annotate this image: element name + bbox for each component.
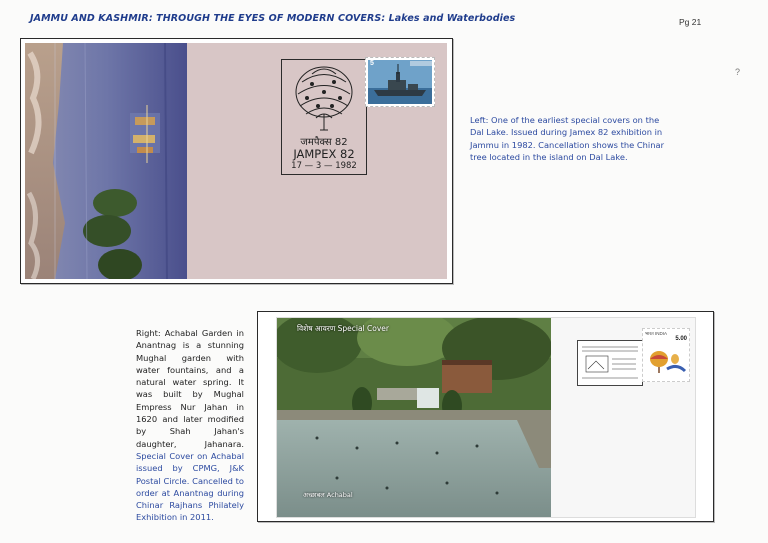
caption-right-text: Right: Achabal Garden in Anantnag is a stunning Mughal garden with water fountains, and a natural water spring. It was built by Mughal Empress Nur Jahan in 1620 and later modified by Shah Jahan's daughter, Jahanara. [136, 328, 244, 449]
caption-left: Left: One of the earliest special covers on the Dal Lake. Issued during Jamex 82 exhibition in Jammu in 1982. Cancellation shows the Chinar tree located in the island on Dal Lake. [470, 115, 664, 162]
header-subtitle: Lakes and Waterbodies [388, 13, 516, 24]
caption-right-blue-text: Special Cover on Achabal issued by CPMG, J&K Postal Circle. Cancelled to order at Anantnag during Chinar Rajhans Philately Exhibition in 2011. [136, 450, 244, 523]
cover-frame-achabal [257, 311, 714, 522]
achabal-cancellation [577, 340, 643, 386]
achabal-garden-photo [277, 318, 551, 517]
jampex-cover [25, 43, 447, 279]
caption-right [136, 327, 244, 524]
cover-frame-jampex [20, 38, 453, 284]
page-header [30, 13, 515, 24]
stamp2-country: भारत INDIA [645, 331, 667, 336]
jampex-cancellation [281, 59, 367, 175]
stamp2-value: 5.00 [675, 336, 687, 342]
warship-icon [368, 60, 432, 104]
dal-lake-photo [25, 43, 187, 279]
cancel-hindi-text: जमपैक्स 82 [300, 137, 348, 148]
stamp1-value: 5 [370, 60, 374, 67]
achabal-cover [276, 317, 696, 518]
achabal-photo-label: अच्छाबल Achabal [303, 491, 353, 499]
header-title: JAMMU AND KASHMIR: THROUGH THE EYES OF MODERN COVERS: [30, 13, 386, 24]
toy-stamp [642, 328, 690, 382]
page-number: Pg 21 [679, 17, 702, 27]
cancel-name-text: JAMPEX [293, 147, 337, 161]
cancel-date-text: 17 — 3 — 1982 [291, 161, 357, 171]
warship-stamp [365, 57, 435, 107]
cancel-name [282, 147, 366, 161]
rajhans-cancel-icon [578, 341, 642, 385]
pencil-mark: ? [735, 67, 741, 77]
cancel-year-text: 82 [340, 147, 355, 161]
chinar-tree-icon [282, 62, 366, 132]
special-cover-label: विशेष आवरण Special Cover [297, 324, 390, 333]
